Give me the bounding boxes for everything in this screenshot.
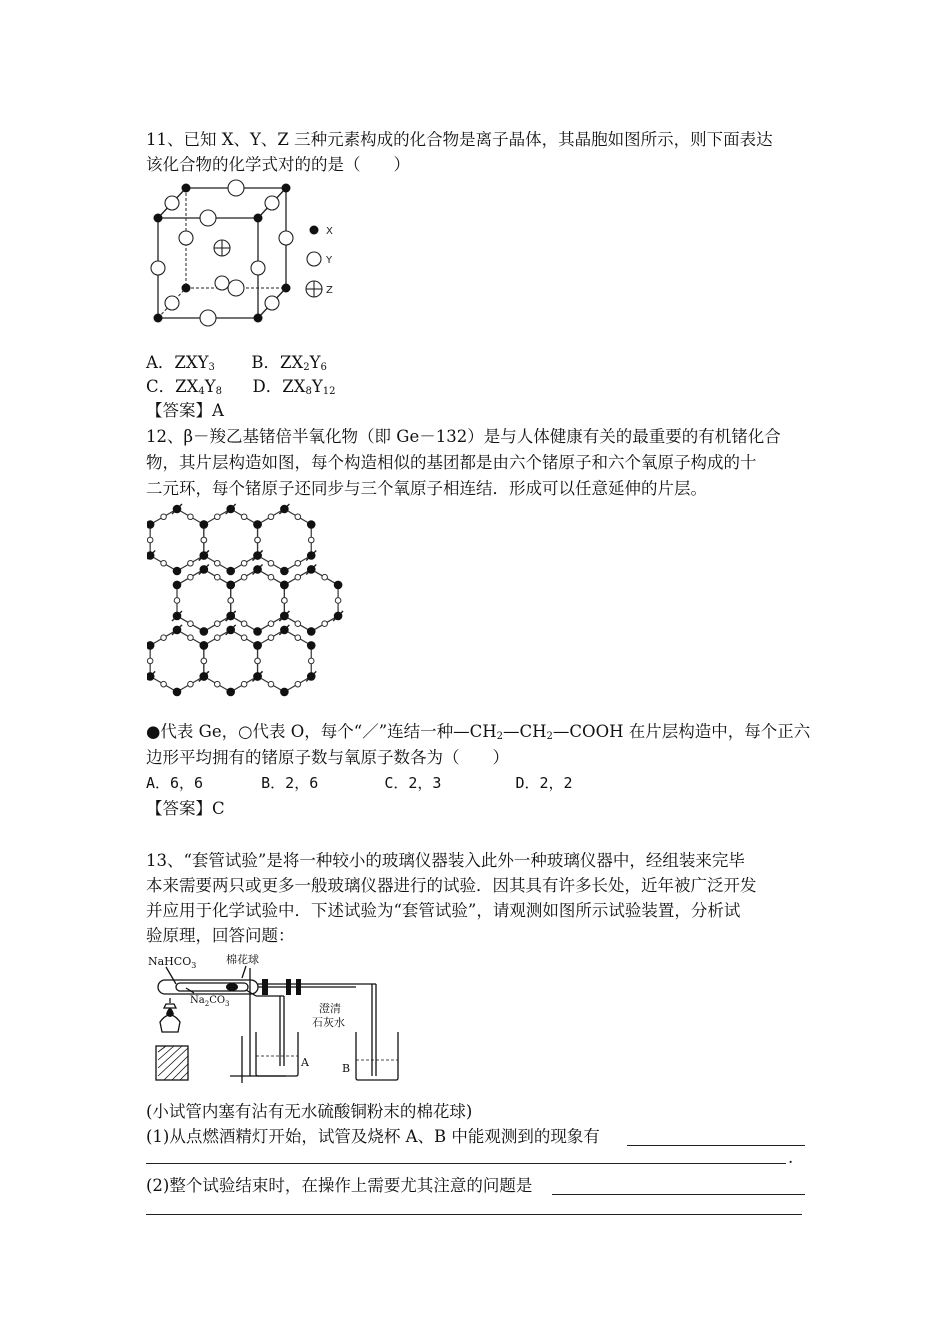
oxygen-atom	[255, 537, 261, 543]
oxygen-atom	[255, 658, 261, 664]
germanium-atom	[253, 627, 262, 636]
germanium-atom	[253, 520, 262, 529]
q11-option-d: D．$ZX_8Y_{12}$	[252, 377, 336, 397]
oxygen-atom	[268, 621, 274, 627]
q12-options	[146, 771, 573, 795]
germanium-atom	[334, 612, 343, 621]
oxygen-atom	[188, 514, 194, 520]
q13-answer-blank-1b[interactable]	[146, 1163, 786, 1164]
germanium-atom	[200, 551, 209, 560]
oxygen-atom	[295, 681, 301, 687]
oxygen-atom	[308, 658, 314, 664]
germanium-atom	[307, 672, 316, 681]
fig-label-b: B	[342, 1062, 351, 1075]
germanium-atom	[253, 551, 262, 560]
oxygen-atom	[295, 574, 301, 580]
germanium-atom	[280, 626, 289, 635]
q13-question-1: (1)从点燃酒精灯开始，试管及烧杯 A、B 中能观测到的现象有	[146, 1127, 600, 1146]
oxygen-atom	[241, 635, 247, 641]
oxygen-atom	[241, 621, 247, 627]
germanium-atom	[253, 641, 262, 650]
oxygen-atom	[241, 574, 247, 580]
oxygen-atom	[241, 514, 247, 520]
oxygen-atom	[308, 537, 314, 543]
germanium-atom	[200, 672, 209, 681]
legend-z-label: Z	[326, 285, 333, 296]
oxygen-atom	[295, 560, 301, 566]
oxygen-atom	[161, 514, 167, 520]
legend-y-label: Y	[326, 255, 333, 266]
germanium-atom	[280, 567, 289, 576]
germanium-atom	[200, 565, 209, 574]
oxygen-atom	[295, 635, 301, 641]
oxygen-atom	[188, 560, 194, 566]
oxygen-atom	[241, 560, 247, 566]
germanium-atom	[280, 688, 289, 697]
germanium-atom	[253, 565, 262, 574]
oxygen-atom	[268, 681, 274, 687]
oxygen-atom	[214, 574, 220, 580]
q11-option-c: C．$ZX_4Y_8$	[146, 377, 222, 397]
q11-option-a: A．$ZXY_3$	[146, 353, 215, 373]
oxygen-atom	[295, 514, 301, 520]
oxygen-atom	[282, 598, 288, 604]
oxygen-atom	[161, 681, 167, 687]
fig-label-cotton: 棉花球	[226, 953, 259, 966]
q12-stem-line1: 12、β－羧乙基锗倍半氧化物（即 Ge－132）是与人体健康有关的最重要的有机锗化合	[146, 427, 781, 446]
oxygen-atom	[188, 681, 194, 687]
germanium-atom	[226, 505, 235, 514]
oxygen-atom	[214, 560, 220, 566]
germanium-atom	[173, 626, 182, 635]
unit-cell-figure	[146, 175, 346, 327]
oxygen-atom	[295, 621, 301, 627]
q11-option-b: B．$ZX_2Y_6$	[251, 353, 327, 373]
oxygen-atom	[268, 635, 274, 641]
oxygen-atom	[268, 574, 274, 580]
q13-question-1-period: .	[788, 1148, 794, 1167]
germanium-atom	[280, 581, 289, 590]
germanium-atom	[147, 641, 154, 650]
q13-answer-blank-2a[interactable]	[552, 1194, 805, 1195]
oxygen-atom	[201, 658, 207, 664]
oxygen-atom	[188, 621, 194, 627]
q12-option-b: B．2，6	[261, 774, 319, 792]
q12-legend-line: ●代表 Ge，○代表 O，每个“／”连结一种$—CH_2—CH_2—COOH$ 在片层构造中，每个正六	[146, 722, 811, 742]
germanium-atom	[307, 551, 316, 560]
germanium-atom	[226, 626, 235, 635]
q13-stem-line3: 并应用于化学试验中．下述试验为“套管试验”，请观测如图所示试验装置，分析试	[146, 901, 741, 920]
oxygen-atom	[241, 681, 247, 687]
germanium-atom	[173, 505, 182, 514]
germanium-atom	[307, 627, 316, 636]
legend-x-label: X	[326, 226, 333, 237]
germanium-atom	[200, 520, 209, 529]
germanium-atom	[173, 688, 182, 697]
germanium-atom	[307, 641, 316, 650]
germanium-atom	[307, 520, 316, 529]
germanium-atom	[200, 641, 209, 650]
germanium-atom	[280, 505, 289, 514]
oxygen-atom	[228, 598, 234, 604]
q12-option-a: A．6，6	[146, 774, 204, 792]
q11-stem-line2: 该化合物的化学式对的的是（ ）	[146, 155, 410, 174]
oxygen-atom	[322, 574, 328, 580]
fig-label-a: A	[301, 1056, 309, 1069]
q12-stem-line2: 物，其片层构造如图，每个构造相似的基团都是由六个锗原子和六个氧原子构成的十	[146, 453, 757, 472]
fig-label-nahco3: NaHCO$_3$	[148, 955, 197, 970]
ge-sheet-figure	[147, 502, 357, 698]
q13-question-2: (2)整个试验结束时，在操作上需要尤其注意的问题是	[146, 1176, 533, 1195]
germanium-atom	[173, 581, 182, 590]
q11-stem-line1: 11、已知 X、Y、Z 三种元素构成的化合物是离子晶体，其晶胞如图所示，则下面表达	[146, 130, 773, 149]
oxygen-atom	[322, 621, 328, 627]
oxygen-atom	[174, 598, 180, 604]
nested-tube-apparatus-figure	[146, 948, 406, 1084]
germanium-atom	[147, 520, 154, 529]
q12-option-c: C．2，3	[384, 774, 442, 792]
germanium-atom	[334, 581, 343, 590]
q13-stem-line2: 本来需要两只或更多一般玻璃仪器进行的试验．因其具有许多长处，近年被广泛开发	[146, 876, 757, 895]
germanium-atom	[200, 627, 209, 636]
oxygen-atom	[201, 537, 207, 543]
oxygen-atom	[188, 635, 194, 641]
germanium-atom	[226, 688, 235, 697]
germanium-atom	[226, 567, 235, 576]
oxygen-atom	[214, 635, 220, 641]
q13-stem-line4: 验原理，回答问题：	[146, 926, 295, 945]
germanium-atom	[226, 612, 235, 621]
oxygen-atom	[268, 560, 274, 566]
oxygen-atom	[214, 681, 220, 687]
germanium-atom	[173, 612, 182, 621]
germanium-atom	[253, 672, 262, 681]
q13-answer-blank-2b[interactable]	[146, 1214, 802, 1215]
oxygen-atom	[268, 514, 274, 520]
q12-question-line: 边形平均拥有的锗原子数与氧原子数各为（ ）	[146, 748, 509, 767]
oxygen-atom	[188, 574, 194, 580]
oxygen-atom	[147, 658, 153, 664]
fig-label-na2co3: $Na_2CO_3$	[190, 995, 230, 1008]
germanium-atom	[173, 567, 182, 576]
germanium-atom	[226, 581, 235, 590]
oxygen-atom	[161, 635, 167, 641]
q12-answer: 【答案】C	[146, 799, 225, 818]
oxygen-atom	[161, 560, 167, 566]
oxygen-atom	[214, 621, 220, 627]
fig-label-clear: 澄清	[319, 1002, 341, 1015]
q11-answer: 【答案】A	[146, 401, 224, 420]
fig-label-limewater: 石灰水	[312, 1016, 345, 1029]
germanium-atom	[280, 612, 289, 621]
q13-stem-line1: 13、“套管试验”是将一种较小的玻璃仪器装入此外一种玻璃仪器中，经组装来完毕	[146, 851, 745, 870]
oxygen-atom	[214, 514, 220, 520]
oxygen-atom	[335, 598, 341, 604]
oxygen-atom	[147, 537, 153, 543]
q13-answer-blank-1a[interactable]	[627, 1145, 805, 1146]
germanium-atom	[307, 565, 316, 574]
q12-stem-line3: 二元环，每个锗原子还同步与三个氧原子相连结．形成可以任意延伸的片层。	[146, 479, 707, 498]
q12-option-d: D．2，2	[515, 774, 573, 792]
q13-note: (小试管内塞有沾有无水硫酸铜粉末的棉花球)	[146, 1102, 473, 1121]
